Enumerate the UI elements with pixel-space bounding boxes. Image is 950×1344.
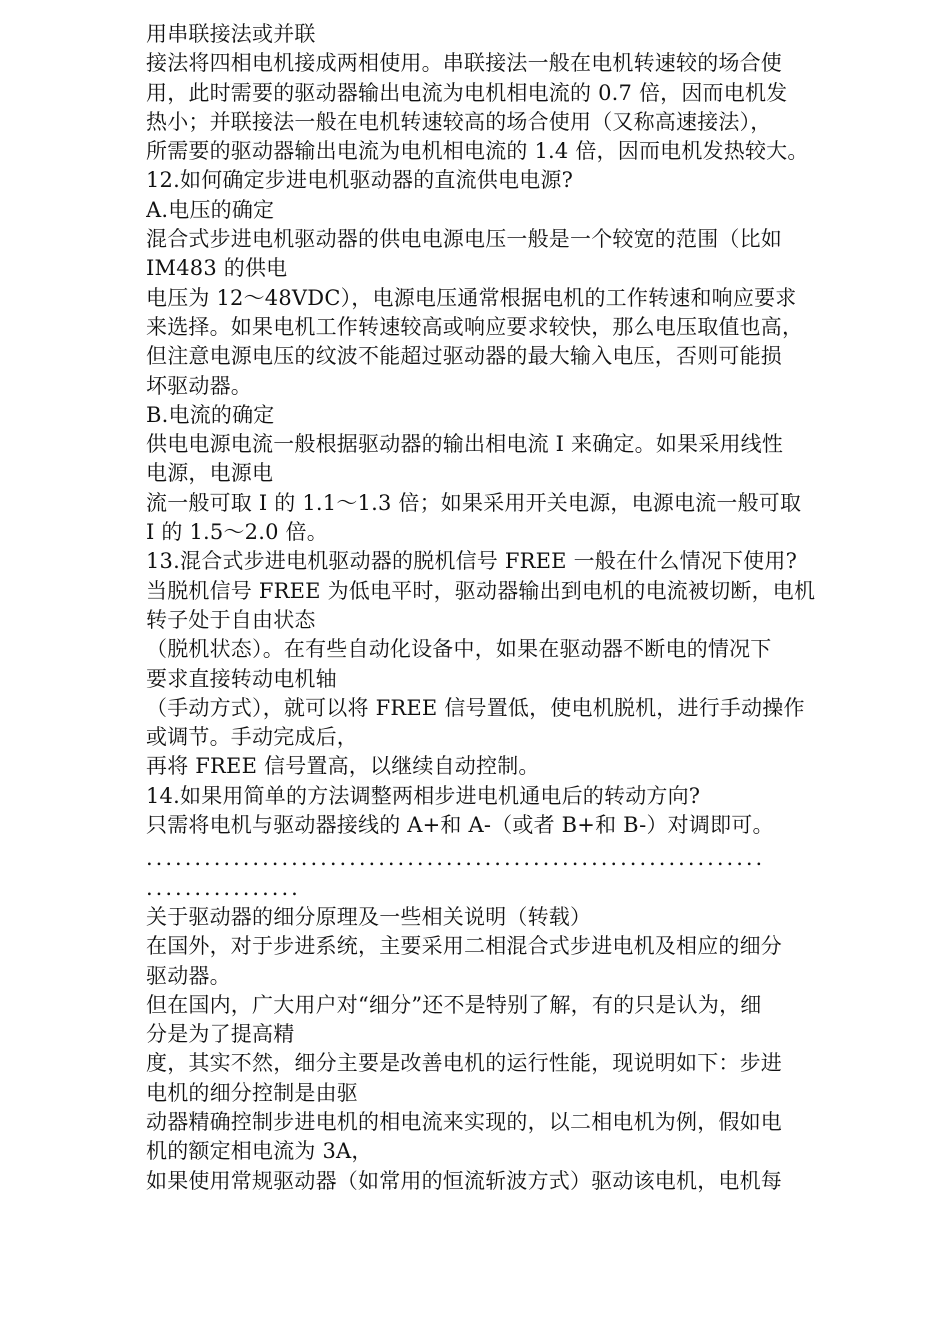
- text-line: 分是为了提高精: [146, 1022, 295, 1047]
- text-line: （脱机状态）。在有些自动化设备中，如果在驱动器不断电的情况下: [146, 637, 772, 662]
- text-line: 如果使用常规驱动器（如常用的恒流斩波方式）驱动该电机，电机每: [146, 1168, 782, 1193]
- question-heading: 13.混合式步进电机驱动器的脱机信号 FREE 一般在什么情况下使用?: [146, 549, 798, 574]
- article-title: 关于驱动器的细分原理及一些相关说明（转载）: [146, 904, 592, 929]
- text-line: 用串联接法或并联: [146, 22, 316, 46]
- section-heading: B.电流的确定: [146, 402, 275, 427]
- text-line: 流一般可取 I 的 1.1～1.3 倍；如果采用开关电源，电源电流一般可取: [146, 490, 802, 515]
- text-line: 转子处于自由状态: [146, 607, 316, 632]
- text-line: 来选择。如果电机工作转速较高或响应要求较快，那么电压取值也高，: [146, 314, 804, 339]
- text-line: IM483 的供电: [146, 256, 288, 281]
- text-line: 当脱机信号 FREE 为低电平时，驱动器输出到电机的电流被切断，电机: [146, 578, 816, 603]
- section-heading: A.电压的确定: [146, 197, 275, 222]
- text-line: 电机的细分控制是由驱: [146, 1080, 358, 1105]
- text-line: 热小；并联接法一般在电机转速较高的场合使用（又称高速接法），: [146, 109, 772, 134]
- text-line: 混合式步进电机驱动器的供电电源电压一般是一个较宽的范围（比如: [146, 227, 782, 252]
- text-line: 供电电源电流一般根据驱动器的输出相电流 I 来确定。如果采用线性: [146, 432, 784, 457]
- text-line: 在国外，对于步进系统，主要采用二相混合式步进电机及相应的细分: [146, 934, 782, 959]
- text-line: 或调节。手动完成后，: [146, 725, 358, 750]
- text-line: 再将 FREE 信号置高，以继续自动控制。: [146, 754, 540, 779]
- dotted-separator: ................................................................: [146, 846, 766, 871]
- text-line: 机的额定相电流为 3A，: [146, 1139, 373, 1164]
- text-line: 坏驱动器。: [146, 373, 252, 398]
- text-line: 要求直接转动电机轴: [146, 666, 337, 691]
- text-line: I 的 1.5～2.0 倍。: [146, 520, 328, 545]
- text-line: 用，此时需要的驱动器输出电流为电机相电流的 0.7 倍，因而电机发: [146, 80, 788, 105]
- dotted-separator: ................: [146, 875, 301, 900]
- text-line: 驱动器。: [146, 963, 231, 988]
- document-body: [146, 20, 876, 1196]
- text-line: 只需将电机与驱动器接线的 A+和 A-（或者 B+和 B-）对调即可。: [146, 813, 774, 838]
- text-line: 但注意电源电压的纹波不能超过驱动器的最大输入电压，否则可能损: [146, 344, 782, 369]
- text-line: （手动方式），就可以将 FREE 信号置低，使电机脱机，进行手动操作: [146, 695, 805, 720]
- text-line: 动器精确控制步进电机的相电流来实现的，以二相电机为例，假如电: [146, 1109, 782, 1134]
- question-heading: 14.如果用简单的方法调整两相步进电机通电后的转动方向?: [146, 783, 701, 808]
- text-line: 度，其实不然，细分主要是改善电机的运行性能，现说明如下：步进: [146, 1051, 782, 1076]
- question-heading: 12.如何确定步进电机驱动器的直流供电电源?: [146, 168, 574, 193]
- text-line: 接法将四相电机接成两相使用。串联接法一般在电机转速较的场合使: [146, 51, 782, 76]
- text-line: 但在国内，广大用户对“细分”还不是特别了解，有的只是认为，细: [146, 992, 762, 1017]
- text-line: 电源，电源电: [146, 461, 274, 486]
- text-line: 所需要的驱动器输出电流为电机相电流的 1.4 倍，因而电机发热较大。: [146, 139, 809, 164]
- text-line: 电压为 12～48VDC），电源电压通常根据电机的工作转速和响应要求: [146, 285, 797, 310]
